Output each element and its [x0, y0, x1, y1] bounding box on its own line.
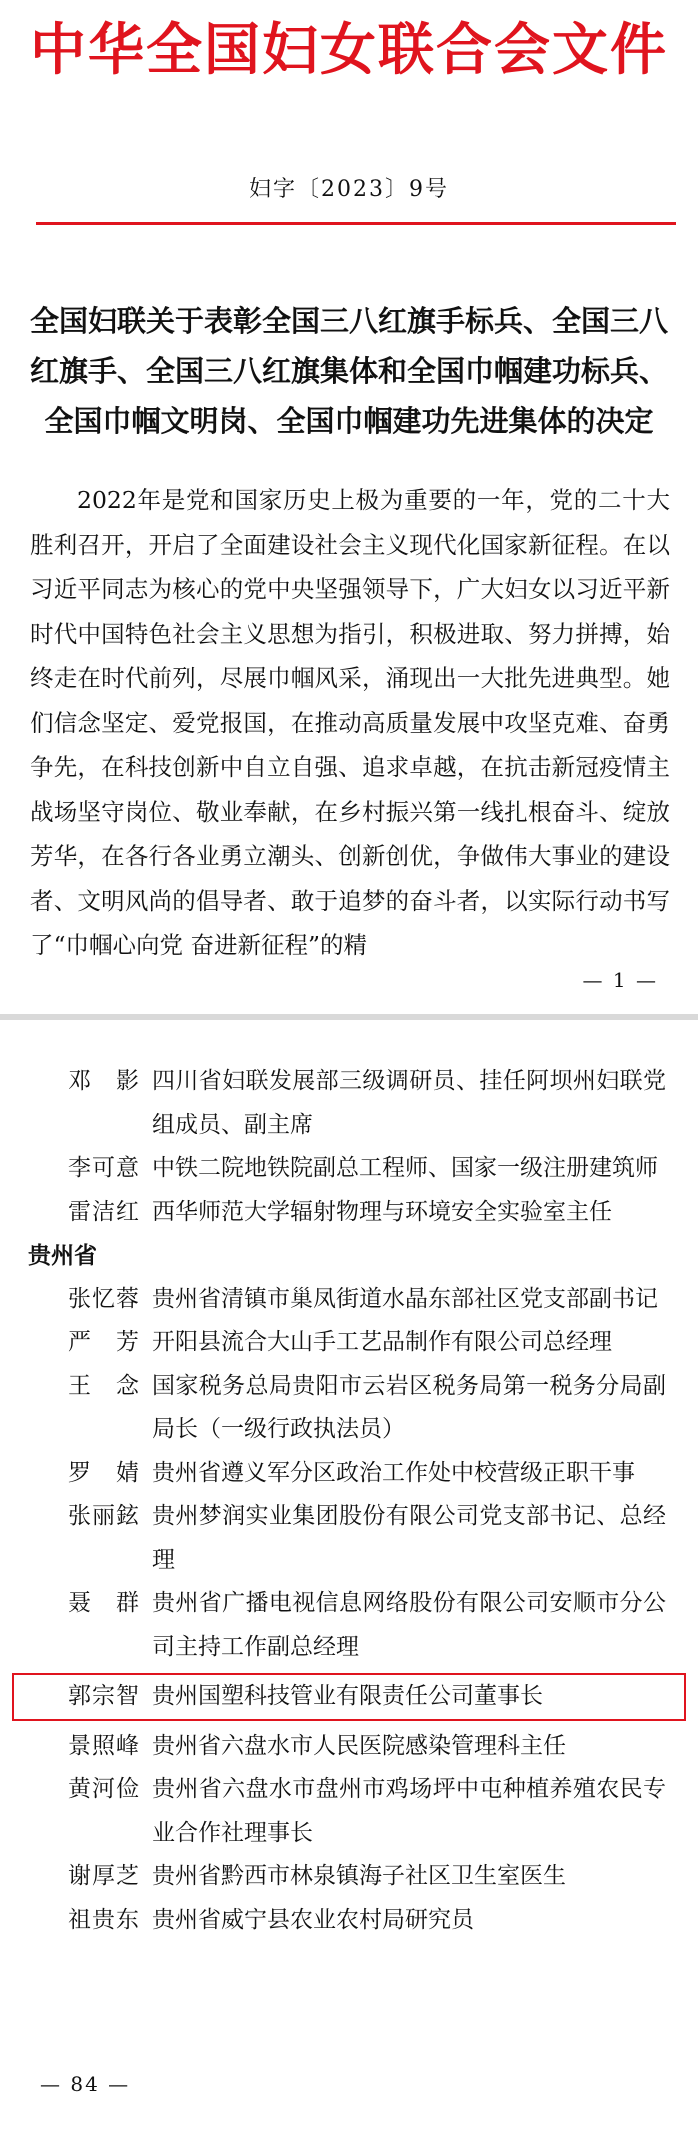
document-header-title: 中华全国妇女联合会文件	[30, 17, 668, 83]
honoree-description: 贵州省清镇市巢凤街道水晶东部社区党支部副书记	[152, 1285, 658, 1312]
list-item	[24, 1855, 674, 1899]
honoree-name: 罗 婧	[68, 1459, 140, 1486]
honoree-description: 贵州省黔西市林泉镇海子社区卫生室医生	[152, 1863, 566, 1889]
list-item	[24, 1365, 674, 1452]
list-item	[24, 1278, 674, 1322]
list-item	[24, 1768, 674, 1855]
honoree-description: 贵州梦润实业集团股份有限公司党支部书记、总经理	[152, 1503, 666, 1573]
honoree-list	[24, 1060, 674, 1942]
honoree-name: 雷洁红	[68, 1198, 140, 1225]
honoree-description: 贵州省六盘水市盘州市鸡场坪中屯种植养殖农民专业合作社理事长	[152, 1776, 666, 1846]
list-item	[24, 1582, 674, 1669]
decision-title-line: 全国妇联关于表彰全国三八红旗手标兵、全国三八	[29, 304, 668, 338]
honoree-name: 谢厚芝	[68, 1863, 140, 1889]
decision-title-line: 全国巾帼文明岗、全国巾帼建功先进集体的决定	[44, 404, 654, 438]
honoree-name: 聂 群	[68, 1590, 140, 1616]
honoree-description: 贵州省广播电视信息网络股份有限公司安顺市分公司主持工作副总经理	[152, 1590, 666, 1660]
honoree-description: 开阳县流合大山手工艺品制作有限公司总经理	[152, 1329, 612, 1355]
list-item	[24, 1495, 674, 1582]
honoree-name: 张丽鉉	[68, 1503, 140, 1529]
list-item	[24, 1321, 674, 1365]
province-heading: 贵州省	[28, 1242, 97, 1269]
honoree-description: 贵州省威宁县农业农村局研究员	[152, 1906, 474, 1933]
honoree-name: 景照峰	[68, 1732, 140, 1759]
page-number: — 84 —	[40, 2072, 131, 2096]
honoree-name: 严 芳	[68, 1329, 140, 1355]
body-paragraph: 2022年是党和国家历史上极为重要的一年，党的二十大胜利召开，开启了全面建设社会主义现代化国家新征程。在以习近平同志为核心的党中央坚强领导下，广大妇女以习近平新时代中国特色社会主义思想为指引，积极进取、努力拼搏，始终走在时代前列，尽展巾帼风采，涌现出一大批先进典型。她们信念坚定、爱党报国，在推动高质量发展中攻坚克难、奋勇争先，在科技创新中自立自强、追求卓越，在抗击新冠疫情主战场坚守岗位、敬业奉献，在乡村振兴第一线扎根奋斗、绽放芳华，在各行各业勇立潮头、创新创优，争做伟大事业的建设者、文明风尚的倡导者、敢于追梦的奋斗者，以实际行动书写了“巾帼心向党 奋进新征程”的精	[30, 486, 670, 959]
honoree-description: 贵州省遵义军分区政治工作处中校营级正职干事	[152, 1459, 635, 1486]
red-divider-line	[36, 222, 676, 225]
honoree-description: 四川省妇联发展部三级调研员、挂任阿坝州妇联党组成员、副主席	[152, 1068, 666, 1138]
honoree-name: 王 念	[68, 1372, 140, 1399]
list-item	[24, 1452, 674, 1496]
list-item	[24, 1191, 674, 1235]
honoree-name: 郭宗智	[68, 1683, 140, 1709]
honoree-description: 中铁二院地铁院副总工程师、国家一级注册建筑师	[152, 1155, 658, 1181]
honoree-description: 西华师范大学辐射物理与环境安全实验室主任	[152, 1198, 612, 1225]
honoree-name: 邓 影	[68, 1068, 140, 1094]
document-page-84	[0, 1014, 698, 2130]
honoree-description: 贵州国塑科技管业有限责任公司董事长	[152, 1683, 543, 1709]
highlighted-list-item	[14, 1675, 684, 1719]
decision-title	[28, 296, 670, 446]
list-item	[24, 1060, 674, 1147]
page-number: — 1 —	[582, 968, 658, 992]
honoree-name: 黄河俭	[68, 1776, 140, 1802]
decision-title-line: 红旗手、全国三八红旗集体和全国巾帼建功标兵、	[29, 354, 668, 388]
list-item	[24, 1147, 674, 1191]
honoree-name: 祖贵东	[68, 1906, 140, 1933]
honoree-description: 国家税务总局贵阳市云岩区税务局第一税务分局副局长（一级行政执法员）	[152, 1372, 666, 1442]
honoree-description: 贵州省六盘水市人民医院感染管理科主任	[152, 1732, 566, 1759]
document-number: 妇字〔2023〕9号	[249, 177, 449, 202]
honoree-name: 李可意	[68, 1155, 140, 1181]
honoree-name: 张忆蓉	[68, 1285, 140, 1312]
list-item	[24, 1899, 674, 1943]
list-item	[24, 1725, 674, 1769]
document-page-1	[0, 0, 698, 1014]
